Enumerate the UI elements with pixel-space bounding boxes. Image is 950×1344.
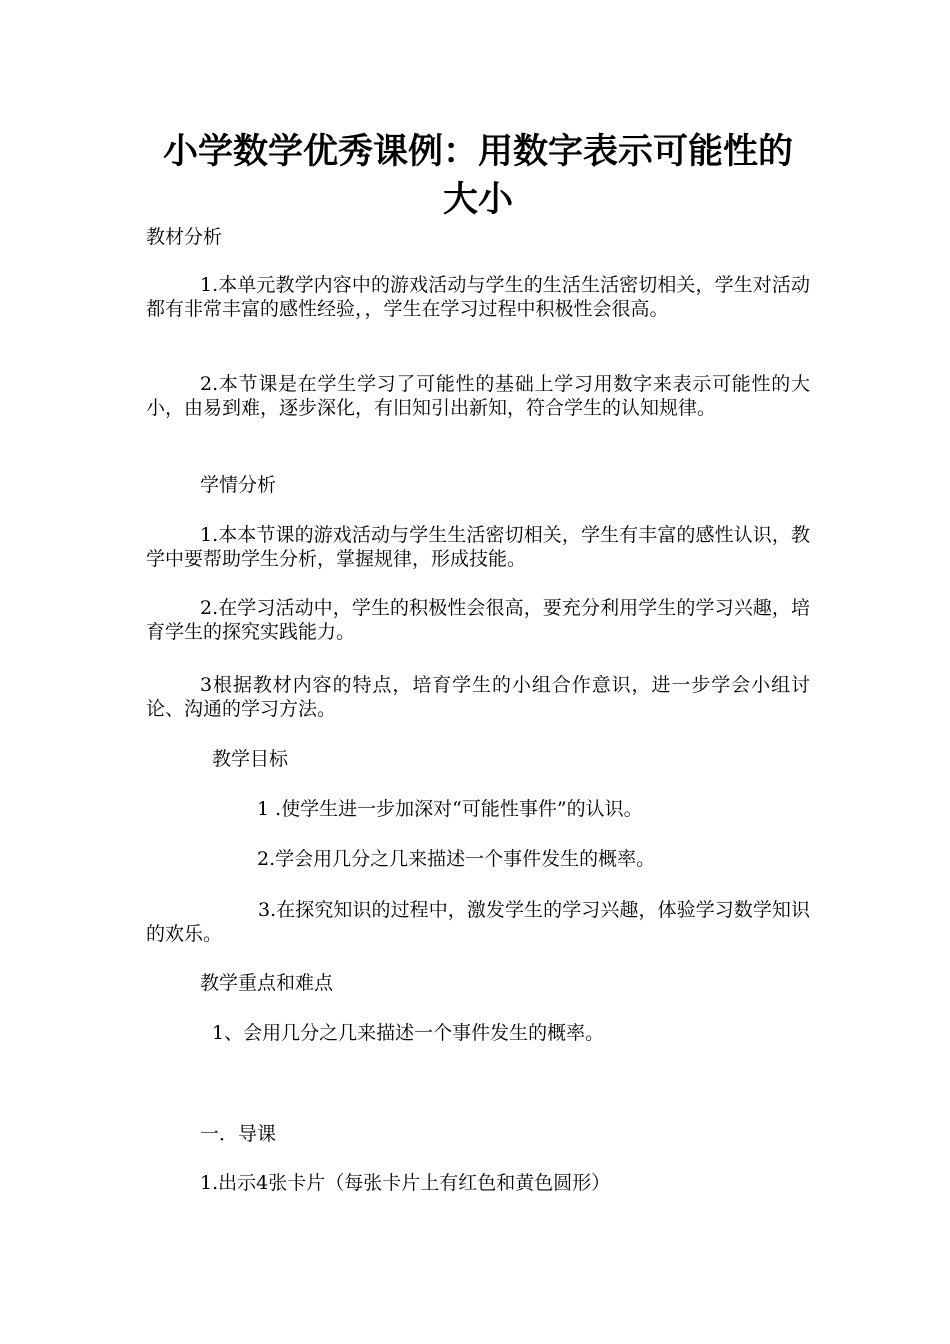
teaching-goal-item-3: 3.在探究知识的过程中，激发学生的学习兴趣，体验学习数学知识的欢乐。 <box>146 899 810 945</box>
student-analysis-item-2: 2.在学习活动中，学生的积极性会很高，要充分利用学生的学习兴趣，培育学生的探究实践能力。 <box>146 597 810 643</box>
key-point-item-1: 1、会用几分之几来描述一个事件发生的概率。 <box>212 1022 605 1044</box>
section-heading-teaching-goals: 教学目标 <box>212 748 289 770</box>
introduction-item-1: 1.出示4张卡片（每张卡片上有红色和黄色圆形） <box>200 1172 611 1194</box>
textbook-analysis-item-2: 2.本节课是在学生学习了可能性的基础上学习用数字来表示可能性的大小，由易到难，逐步深化，有旧知引出新知，符合学生的认知规律。 <box>146 373 810 419</box>
teaching-goal-item-1: 1 .使学生进一步加深对“可能性事件”的认识。 <box>257 798 643 820</box>
student-analysis-item-1: 1.本本节课的游戏活动与学生生活密切相关，学生有丰富的感性认识，教学中要帮助学生分析，掌握规律，形成技能。 <box>146 524 810 570</box>
section-heading-textbook-analysis: 教材分析 <box>146 226 223 248</box>
section-heading-introduction: 一．导课 <box>200 1123 277 1145</box>
student-analysis-item-3: 3根据教材内容的特点，培育学生的小组合作意识，进一步学会小组讨论、沟通的学习方法。 <box>146 674 810 720</box>
document-title: 小学数学优秀课例：用数字表示可能性的大小 <box>162 131 793 220</box>
section-heading-student-analysis: 学情分析 <box>200 474 277 496</box>
section-heading-key-points: 教学重点和难点 <box>200 972 334 994</box>
teaching-goal-item-2: 2.学会用几分之几来描述一个事件发生的概率。 <box>257 848 656 870</box>
textbook-analysis-item-1: 1.本单元教学内容中的游戏活动与学生的生活生活密切相关，学生对活动都有非常丰富的感性经验，，学生在学习过程中积极性会很高。 <box>146 274 810 320</box>
